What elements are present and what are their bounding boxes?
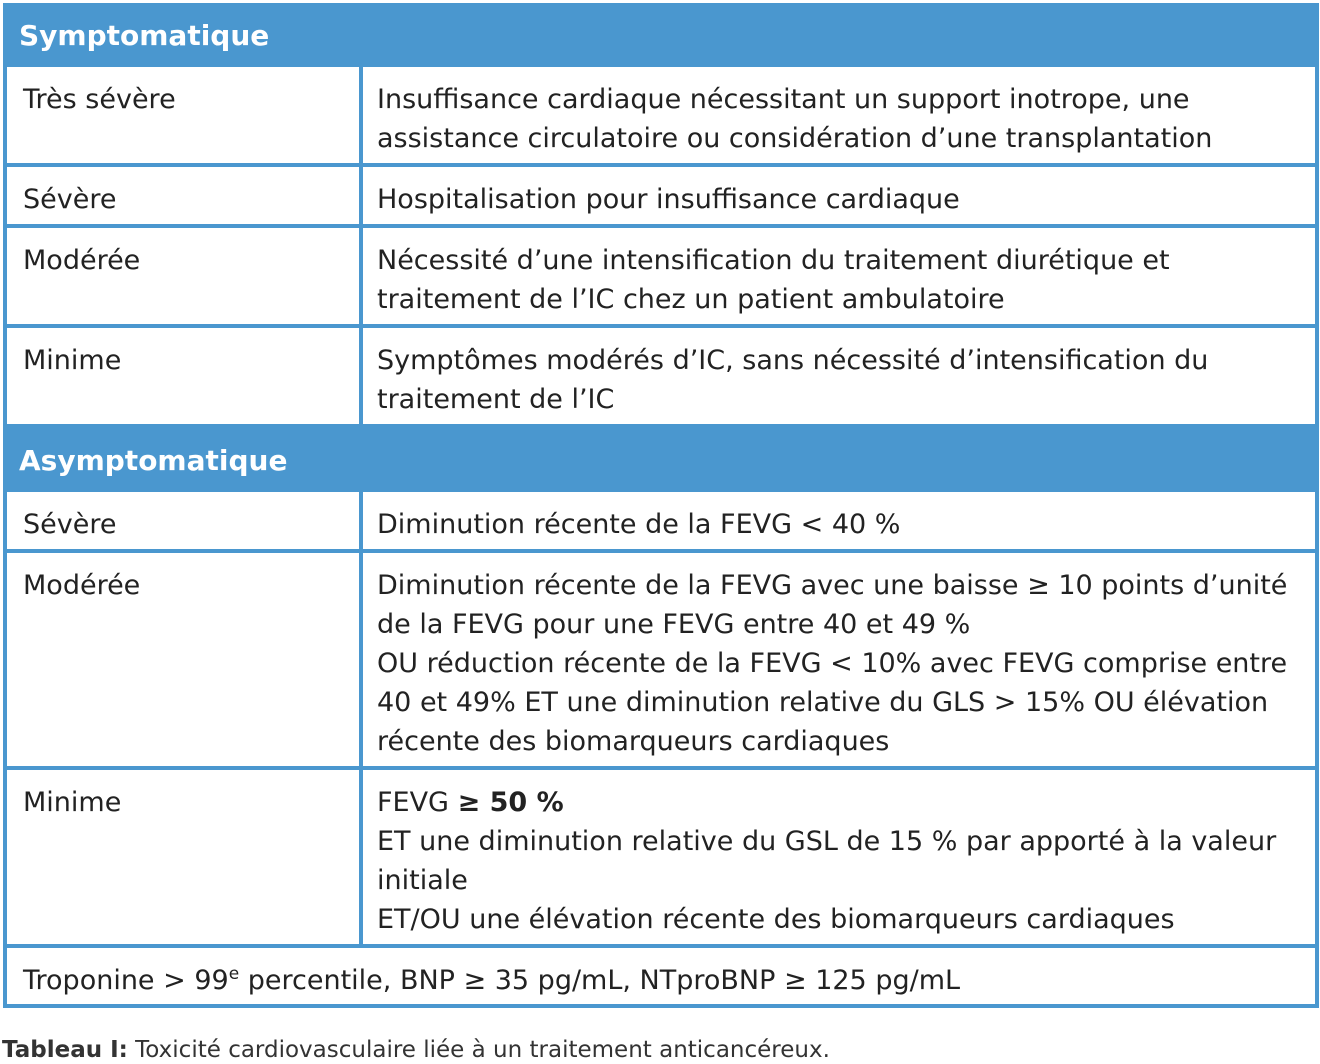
table-row: [3, 228, 1319, 328]
fevg-threshold-line: [377, 783, 1299, 822]
description-line: traitement de l’IC: [377, 384, 615, 415]
description-cell: [363, 328, 1319, 428]
description-line: de la FEVG pour une FEVG entre 40 et 49 %: [377, 609, 971, 640]
severity-cell: Modérée: [3, 553, 363, 770]
section-header-symptomatique: [3, 3, 1319, 67]
description-line: Diminution récente de la FEVG avec une baisse ≥ 10 points d’unité: [377, 570, 1288, 601]
fevg-prefix: FEVG: [377, 787, 458, 818]
footnote-text: percentile, BNP ≥ 35 pg/mL, NTproBNP ≥ 125 pg/mL: [239, 965, 961, 996]
description-line: initiale: [377, 865, 468, 896]
footnote-row: [3, 948, 1319, 1008]
description-line: Insuffisance cardiaque nécessitant un support inotrope, une: [377, 84, 1190, 115]
description-cell: [363, 770, 1319, 948]
table-row: [3, 553, 1319, 770]
description-cell: [363, 228, 1319, 328]
classification-table: [3, 3, 1319, 1008]
description-line: OU réduction récente de la FEVG < 10% avec FEVG comprise entre: [377, 648, 1288, 679]
description-cell: [363, 492, 1319, 553]
table-caption: [2, 1036, 830, 1064]
section-title: Symptomatique: [3, 3, 1319, 67]
description-line: Hospitalisation pour insuffisance cardiaque: [377, 184, 960, 215]
severity-cell: Minime: [3, 328, 363, 428]
description-line: ET/OU une élévation récente des biomarqueurs cardiaques: [377, 904, 1175, 935]
description-line: 40 et 49% ET une diminution relative du GLS > 15% OU élévation: [377, 687, 1269, 718]
table-row: [3, 167, 1319, 228]
table-row: [3, 770, 1319, 948]
severity-cell: Très sévère: [3, 67, 363, 167]
description-line: Nécessité d’une intensification du traitement diurétique et: [377, 245, 1170, 276]
severity-cell: Sévère: [3, 492, 363, 553]
footnote-superscript: e: [228, 964, 240, 984]
description-line: assistance circulatoire ou considération d’une transplantation: [377, 123, 1213, 154]
table-row: [3, 328, 1319, 428]
description-cell: [363, 167, 1319, 228]
caption-text: Toxicité cardiovasculaire liée à un traitement anticancéreux.: [127, 1037, 830, 1063]
fevg-threshold-value: ≥ 50 %: [457, 787, 564, 818]
caption-label: Tableau I:: [2, 1037, 128, 1063]
description-cell: [363, 553, 1319, 770]
description-line: traitement de l’IC chez un patient ambulatoire: [377, 284, 1005, 315]
description-line: récente des biomarqueurs cardiaques: [377, 726, 890, 757]
severity-cell: Minime: [3, 770, 363, 948]
description-line: Diminution récente de la FEVG < 40 %: [377, 509, 901, 540]
footnote-cell: [3, 948, 1319, 1008]
severity-cell: Sévère: [3, 167, 363, 228]
footnote-text: Troponine > 99: [23, 965, 229, 996]
table-row: [3, 67, 1319, 167]
section-header-asymptomatique: [3, 428, 1319, 492]
section-title: Asymptomatique: [3, 428, 1319, 492]
classification-table-wrapper: [3, 3, 1319, 1003]
description-cell: [363, 67, 1319, 167]
table-row: [3, 492, 1319, 553]
description-line: Symptômes modérés d’IC, sans nécessité d’intensification du: [377, 345, 1209, 376]
severity-cell: Modérée: [3, 228, 363, 328]
description-line: ET une diminution relative du GSL de 15 % par apporté à la valeur: [377, 826, 1277, 857]
